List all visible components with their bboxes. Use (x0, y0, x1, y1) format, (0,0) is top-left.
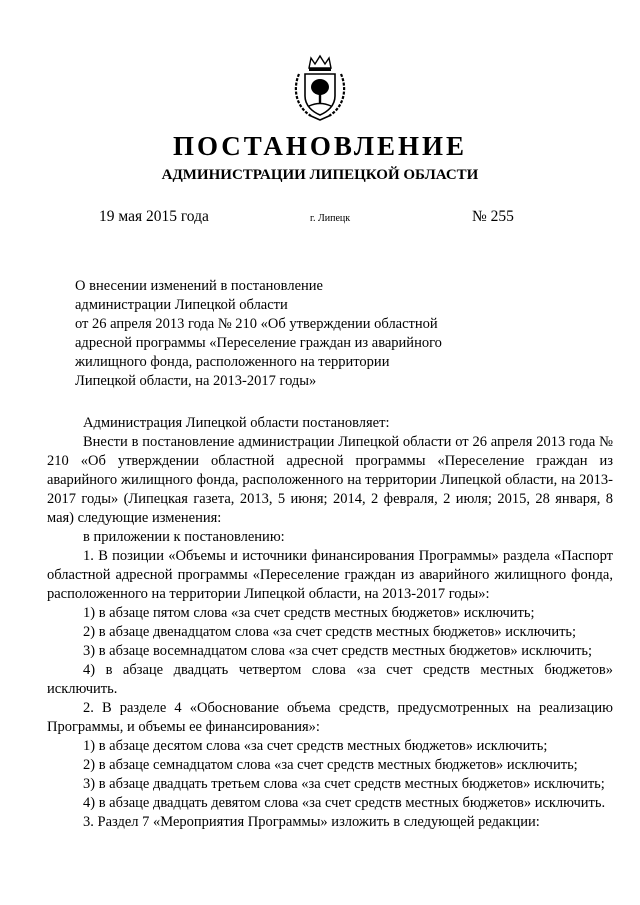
paragraph: 1. В позиции «Объемы и источники финансирования Программы» раздела «Паспорт областной адресной программы «Переселение граждан из аварийного жилищного фонда, расположенного на территории Липецкой области, на 2013-2017 годы»: (47, 548, 613, 602)
paragraph: в приложении к постановлению: (83, 529, 285, 545)
paragraph: Внести в постановление администрации Липецкой области от 26 апреля 2013 года № 210 «Об утверждении областной адресной программы «Переселение граждан из аварийного жилищного фонда, расположенного на территории Липецкой области, на 2013-2017 годы» (Липецкая газета, 2013, 5 июня; 2014, 2 февраля, 2 июля; 2015, 28 января, 8 мая) следующие изменения: (47, 434, 613, 526)
subject-line: О внесении изменений в постановление (75, 278, 323, 294)
paragraph: 2) в абзаце двенадцатом слова «за счет средств местных бюджетов» исключить; (83, 624, 577, 640)
paragraph: 4) в абзаце двадцать четвертом слова «за счет средств местных бюджетов» исключить. (47, 662, 613, 697)
subject-line: Липецкой области, на 2013-2017 годы» (75, 373, 317, 389)
document-title: ПОСТАНОВЛЕНИЕ (172, 131, 468, 161)
document-body (47, 414, 613, 832)
document-subject (75, 277, 495, 391)
coat-of-arms-icon (291, 54, 349, 122)
document-number: № 255 (472, 208, 514, 225)
paragraph: 1) в абзаце пятом слова «за счет средств местных бюджетов» исключить; (83, 605, 535, 621)
paragraph: 3) в абзаце двадцать третьем слова «за счет средств местных бюджетов» исключить; (83, 776, 605, 792)
subject-line: адресной программы «Переселение граждан из аварийного (75, 335, 442, 351)
paragraph: 1) в абзаце десятом слова «за счет средств местных бюджетов» исключить; (83, 738, 548, 754)
paragraph: Администрация Липецкой области постановляет: (83, 415, 390, 431)
document-city: г. Липецк (310, 213, 351, 224)
paragraph: 3. Раздел 7 «Мероприятия Программы» изложить в следующей редакции: (83, 814, 540, 830)
paragraph: 3) в абзаце восемнадцатом слова «за счет средств местных бюджетов» исключить; (83, 643, 593, 659)
document-date: 19 мая 2015 года (99, 208, 209, 225)
subject-line: администрации Липецкой области (75, 297, 288, 313)
paragraph: 2) в абзаце семнадцатом слова «за счет средств местных бюджетов» исключить; (83, 757, 578, 773)
paragraph: 2. В разделе 4 «Обоснование объема средств, предусмотренных на реализацию Программы, и объемы ее финансирования»: (47, 700, 613, 735)
subject-line: жилищного фонда, расположенного на территории (75, 354, 390, 370)
subject-line: от 26 апреля 2013 года № 210 «Об утверждении областной (75, 316, 438, 332)
paragraph: 4) в абзаце двадцать девятом слова «за счет средств местных бюджетов» исключить. (83, 795, 606, 811)
issuing-authority: АДМИНИСТРАЦИИ ЛИПЕЦКОЙ ОБЛАСТИ (161, 167, 479, 183)
